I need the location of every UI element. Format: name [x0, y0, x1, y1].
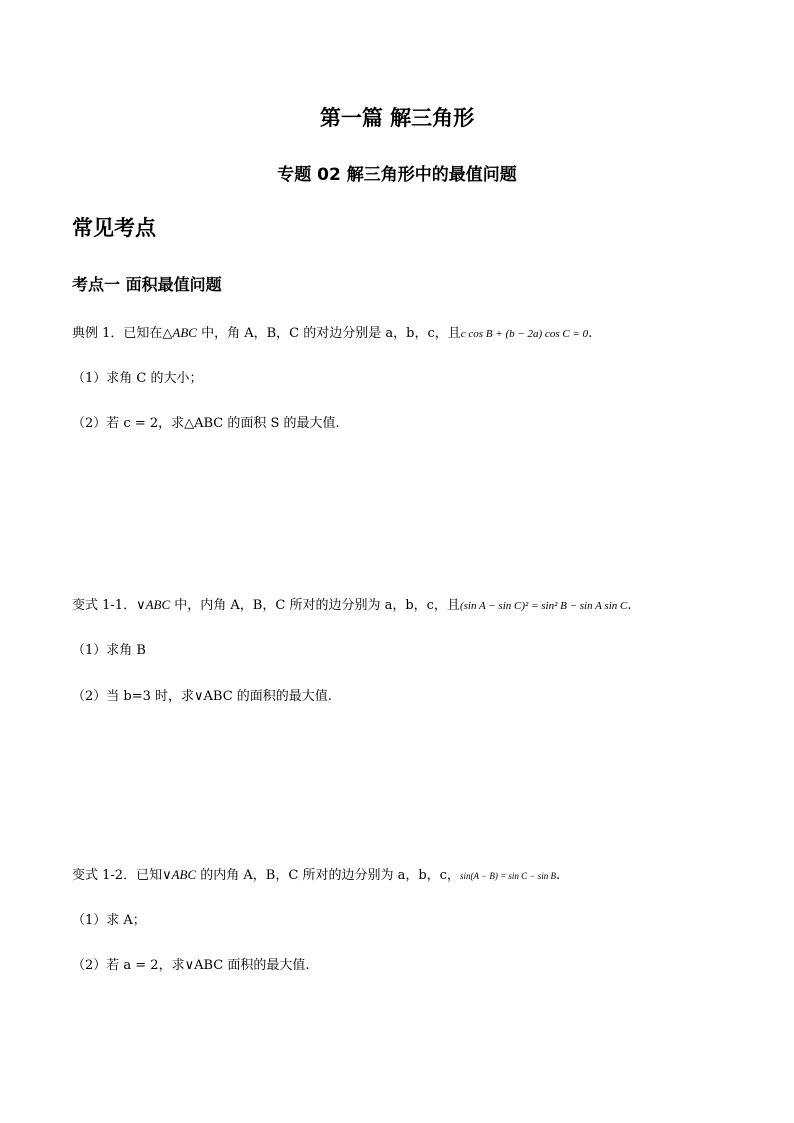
problem-2-equation: (sin A − sin C)² = sin² B − sin A sin C: [459, 600, 628, 612]
problem-1-part-1: （1）求角 C 的大小；: [72, 371, 203, 386]
section-heading: 常见考点: [72, 216, 156, 240]
problem-1-equation: c cos B + (b − 2a) cos C = 0: [460, 328, 589, 340]
page-subtitle: 专题 02 解三角形中的最值问题: [277, 165, 517, 185]
problem-1-part-2: （2）若 c = 2，求△ABC 的面积 S 的最大值.: [72, 416, 340, 431]
problem-3-equation: sin(A − B) = sin C − sin B: [459, 871, 556, 881]
problem-2-part-1: （1）求角 B: [72, 643, 146, 658]
problem-3-part-2: （2）若 a = 2，求∨ABC 面积的最大值.: [72, 958, 310, 973]
problem-2-statement: 变式 1-1．∨ABC 中，内角 A，B，C 所对的边分别为 a，b，c，且(sin A − sin C)² = sin² B − sin A sin C.: [72, 597, 632, 613]
problem-3-part-1: （1）求 A；: [72, 913, 146, 928]
problem-2-part-2: （2）当 b=3 时，求∨ABC 的面积的最大值.: [72, 689, 332, 704]
kaodian-heading: 考点一 面积最值问题: [72, 275, 222, 294]
page-title: 第一篇 解三角形: [319, 106, 475, 130]
problem-3-statement: 变式 1-2．已知∨ABC 的内角 A，B，C 所对的边分别为 a，b，c，sin(A − B) = sin C − sin B.: [72, 867, 561, 883]
problem-1-statement: 典例 1．已知在△ABC 中，角 A，B，C 的对边分别是 a，b，c，且c cos B + (b − 2a) cos C = 0.: [72, 325, 593, 341]
